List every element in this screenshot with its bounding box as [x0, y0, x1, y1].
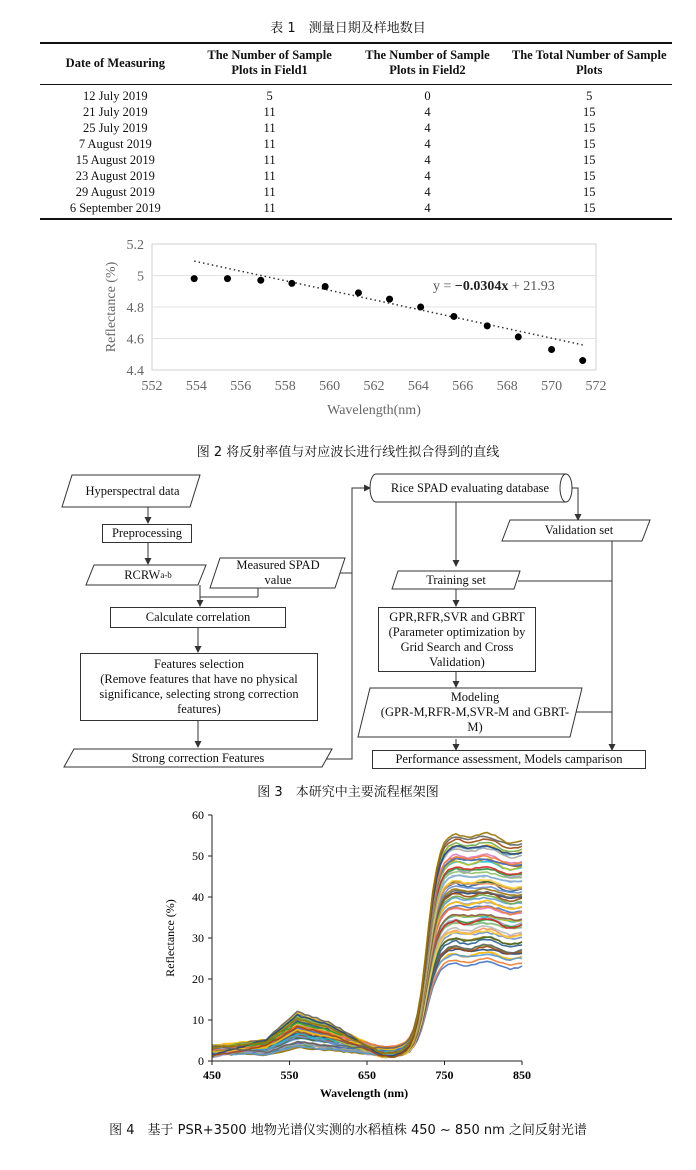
figure4-caption: 图 4 基于 PSR+3500 地物光谱仪实测的水稻植株 450 ~ 850 nm 之间反射光谱 — [109, 1123, 587, 1138]
table-cell: 29 August 2019 — [75, 185, 155, 199]
y-tick-label: 5.2 — [126, 238, 144, 253]
y-tick-label: 10 — [192, 1013, 204, 1027]
flowchart-connectors — [0, 465, 696, 770]
modeling-title: Modeling — [450, 690, 500, 704]
validation-set-node: Validation set — [544, 523, 614, 537]
data-point — [548, 346, 555, 353]
rcrw-subscript: a-b — [160, 569, 172, 580]
database-node: Rice SPAD evaluating database — [390, 480, 550, 495]
measured-spad-node: Measured SPAD value — [236, 558, 320, 587]
table-cell: 21 July 2019 — [83, 105, 148, 119]
table-cell: 4 — [424, 185, 431, 199]
x-tick-label: 564 — [407, 379, 429, 394]
x-tick-label: 450 — [203, 1068, 221, 1082]
y-tick-label: 40 — [192, 890, 204, 904]
y-tick-label: 4.4 — [126, 364, 144, 379]
table-cell: 11 — [263, 153, 276, 167]
table-cell: 5 — [266, 89, 273, 103]
table-cell: 15 August 2019 — [75, 153, 155, 167]
table-cell: 4 — [424, 169, 431, 183]
data-point — [450, 313, 457, 320]
table-cell: 0 — [424, 89, 431, 103]
table-cell: 15 — [582, 137, 596, 151]
table-cell: 12 July 2019 — [83, 89, 148, 103]
table-cell: 25 July 2019 — [83, 121, 148, 135]
strong-features-node: Strong correction Features — [131, 750, 265, 765]
y-tick-label: 60 — [192, 808, 204, 822]
y-tick-label: 4.8 — [126, 301, 144, 316]
y-axis-label: Reflectance (%) — [104, 261, 119, 353]
x-tick-label: 570 — [541, 379, 563, 394]
calculate-correlation-node: Calculate correlation — [110, 607, 286, 628]
table-cell: 7 August 2019 — [78, 137, 152, 151]
features-selection-title: Features selection — [154, 657, 244, 671]
table-row — [40, 104, 672, 120]
column-header: The Number of Sample Plots in Field2 — [349, 43, 507, 85]
y-tick-label: 0 — [198, 1054, 204, 1068]
x-tick-label: 572 — [585, 379, 607, 394]
y-tick-label: 30 — [192, 931, 204, 945]
y-tick-label: 4.6 — [126, 332, 144, 348]
table-row — [40, 85, 672, 105]
spectrum-line — [212, 895, 522, 1057]
table-cell: 11 — [263, 185, 276, 199]
spectrum-line — [212, 952, 522, 1053]
x-tick-label: 556 — [230, 379, 252, 394]
figure2-caption: 图 2 将反射率值与对应波长进行线性拟合得到的直线 — [196, 445, 500, 460]
x-tick-label: 558 — [274, 379, 296, 394]
table-cell: 11 — [263, 121, 276, 135]
spectrum-line — [212, 891, 522, 1054]
data-point — [417, 304, 424, 311]
x-tick-label: 850 — [513, 1068, 531, 1082]
x-tick-label: 552 — [141, 379, 163, 394]
models-node — [378, 607, 536, 672]
modeling-node — [380, 688, 570, 737]
table-row — [40, 152, 672, 168]
table-title: 表 1 测量日期及样地数目 — [270, 21, 426, 36]
x-tick-label: 554 — [185, 379, 207, 394]
column-header: The Number of Sample Plots in Field1 — [191, 43, 349, 85]
data-point — [257, 277, 264, 284]
table-cell: 4 — [424, 153, 431, 167]
models-title: GPR,RFR,SVR and GBRT — [389, 609, 525, 624]
column-header: The Total Number of Sample Plots — [506, 43, 672, 85]
table-body — [40, 85, 672, 220]
y-tick-label: 5 — [137, 269, 144, 285]
preprocessing-node: Preprocessing — [102, 524, 192, 543]
table-cell: 11 — [263, 169, 276, 183]
x-tick-label: 568 — [496, 379, 518, 394]
features-selection-node — [80, 653, 318, 721]
table-cell: 15 — [582, 169, 596, 183]
spectrum-line — [212, 876, 522, 1049]
y-tick-label: 20 — [192, 972, 204, 986]
table-row — [40, 120, 672, 136]
spectrum-line — [212, 922, 522, 1053]
table-row — [40, 168, 672, 184]
table-cell: 11 — [263, 137, 276, 151]
table-cell: 4 — [424, 105, 431, 119]
table-cell: 15 — [582, 121, 596, 135]
x-tick-label: 560 — [319, 379, 341, 394]
x-axis-label: Wavelength (nm) — [319, 1086, 409, 1100]
column-header: Date of Measuring — [40, 43, 191, 85]
spectrum-line — [212, 926, 522, 1054]
figure2-scatter-chart — [95, 232, 615, 424]
table-cell: 5 — [586, 89, 593, 103]
measurement-table — [40, 42, 672, 220]
trendline — [194, 261, 583, 345]
x-tick-label: 566 — [452, 379, 474, 394]
x-tick-label: 562 — [363, 379, 385, 394]
table-row — [40, 184, 672, 200]
rcrw-label: RCRW — [124, 567, 161, 582]
table-header-row — [40, 43, 672, 85]
equation-label: y = −0.0304x + 21.93 — [433, 279, 555, 294]
spectrum-line — [212, 915, 522, 1053]
data-point — [224, 275, 231, 282]
x-tick-label: 550 — [280, 1068, 299, 1082]
data-point — [355, 289, 362, 296]
data-point — [579, 357, 586, 364]
spectrum-line — [212, 915, 522, 1058]
table-row — [40, 200, 672, 219]
features-selection-body: (Remove features that have no physical significance, selecting strong correction features) — [99, 672, 299, 716]
table-cell: 11 — [263, 105, 276, 119]
x-tick-label: 650 — [358, 1068, 376, 1082]
data-point — [322, 283, 329, 290]
table-cell: 6 September 2019 — [40, 200, 191, 219]
y-axis-label: Reflectance (%) — [163, 899, 177, 977]
spectrum-line — [212, 888, 522, 1055]
table-cell: 11 — [191, 200, 349, 219]
performance-assessment-node: Performance assessment, Models camparison — [372, 750, 646, 769]
data-point — [515, 333, 522, 340]
models-body: (Parameter optimization by Grid Search and Cross Validation) — [388, 624, 526, 669]
modeling-body: (GPR-M,RFR-M,SVR-M and GBRT-M) — [380, 705, 570, 734]
table-cell: 15 — [582, 105, 596, 119]
spectrum-line — [212, 916, 522, 1058]
training-set-node: Training set — [426, 572, 486, 587]
x-axis-label: Wavelength(nm) — [327, 403, 421, 418]
data-point — [386, 296, 393, 303]
figure4-spectra-chart — [150, 805, 550, 1105]
spectrum-line — [212, 882, 522, 1056]
x-tick-label: 750 — [435, 1068, 454, 1082]
spectrum-line — [212, 952, 522, 1049]
table-cell: 15 — [582, 153, 596, 167]
table-cell: 4 — [424, 121, 431, 135]
spectrum-line — [212, 836, 522, 1052]
spectrum-line — [212, 900, 522, 1051]
data-point — [191, 275, 198, 282]
rcrw-node — [94, 565, 202, 585]
figure3-caption: 图 3 本研究中主要流程框架图 — [257, 785, 439, 800]
hyperspectral-data-node: Hyperspectral data — [85, 483, 180, 498]
spectrum-line — [212, 886, 522, 1052]
y-tick-label: 50 — [192, 849, 204, 863]
table-cell: 4 — [424, 137, 431, 151]
spectrum-line — [212, 946, 522, 1051]
data-point — [288, 280, 295, 287]
table-cell: 23 August 2019 — [75, 169, 155, 183]
data-point — [484, 322, 491, 329]
table-cell: 15 — [506, 200, 672, 219]
table-cell: 4 — [349, 200, 507, 219]
table-cell: 15 — [582, 185, 596, 199]
table-row — [40, 136, 672, 152]
spectrum-line — [212, 893, 522, 1054]
